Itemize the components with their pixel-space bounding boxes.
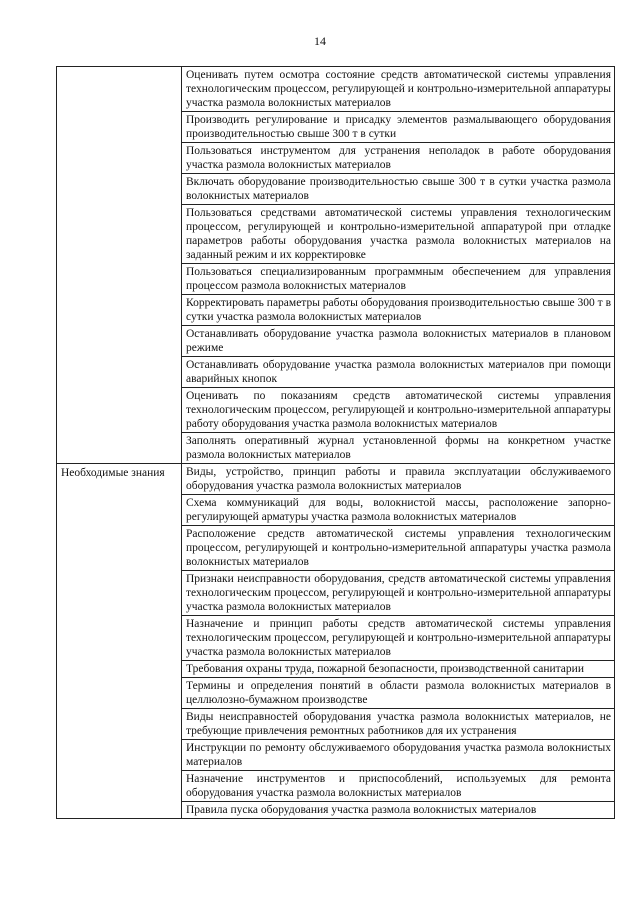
requirement-cell: Назначение инструментов и приспособлений, используемых для ремонта оборудования участка размола волокнистых материалов <box>182 771 615 802</box>
requirement-cell: Схема коммуникаций для воды, волокнистой массы, расположение запорно-регулирующей арматуры участка размола волокнистых материалов <box>182 495 615 526</box>
page-number: 14 <box>314 34 326 48</box>
requirement-cell: Оценивать путем осмотра состояние средств автоматической системы управления технологическим процессом, регулирующей и контрольно-измерительной аппаратуры участка размола волокнистых материалов <box>182 67 615 112</box>
requirement-cell: Заполнять оперативный журнал установленной формы на конкретном участке размола волокнистых материалов <box>182 433 615 464</box>
requirement-cell: Включать оборудование производительностью свыше 300 т в сутки участка размола волокнистых материалов <box>182 174 615 205</box>
requirement-cell: Требования охраны труда, пожарной безопасности, производственной санитарии <box>182 661 615 678</box>
requirement-cell: Пользоваться инструментом для устранения неполадок в работе оборудования участка размола волокнистых материалов <box>182 143 615 174</box>
requirement-cell: Останавливать оборудование участка размола волокнистых материалов в плановом режиме <box>182 326 615 357</box>
requirement-cell: Останавливать оборудование участка размола волокнистых материалов при помощи аварийных кнопок <box>182 357 615 388</box>
competency-table <box>56 66 615 819</box>
requirement-cell: Оценивать по показаниям средств автоматической системы управления технологическим процессом, регулирующей и контрольно-измерительной аппаратуры работу оборудования участка размола волокнистых материалов <box>182 388 615 433</box>
table-row <box>57 464 615 495</box>
requirement-cell: Производить регулирование и присадку элементов размалывающего оборудования производительностью свыше 300 т в сутки <box>182 112 615 143</box>
requirement-cell: Инструкции по ремонту обслуживаемого оборудования участка размола волокнистых материалов <box>182 740 615 771</box>
category-cell <box>57 67 182 464</box>
requirement-cell: Пользоваться специализированным программным обеспечением для управления процессом размола волокнистых материалов <box>182 264 615 295</box>
requirement-cell: Виды, устройство, принцип работы и правила эксплуатации обслуживаемого оборудования участка размола волокнистых материалов <box>182 464 615 495</box>
table-body <box>57 67 615 819</box>
table-row <box>57 67 615 112</box>
requirement-cell: Термины и определения понятий в области размола волокнистых материалов в целлюлозно-бумажном производстве <box>182 678 615 709</box>
category-cell: Необходимые знания <box>57 464 182 819</box>
requirement-cell: Виды неисправностей оборудования участка размола волокнистых материалов, не требующие привлечения ремонтных работников для их устранения <box>182 709 615 740</box>
requirement-cell: Расположение средств автоматической системы управления технологическим процессом, регулирующей и контрольно-измерительной аппаратуры участка размола волокнистых материалов <box>182 526 615 571</box>
requirement-cell: Признаки неисправности оборудования, средств автоматической системы управления технологическим процессом, регулирующей и контрольно-измерительной аппаратуры участка размола волокнистых материалов <box>182 571 615 616</box>
requirement-cell: Пользоваться средствами автоматической системы управления технологическим процессом, регулирующей и контрольно-измерительной аппаратурой при отладке параметров работы оборудования участка размола волокнистых материалов на заданный режим и их корректировке <box>182 205 615 264</box>
requirement-cell: Назначение и принцип работы средств автоматической системы управления технологическим процессом, регулирующей и контрольно-измерительной аппаратуры участка размола волокнистых материалов <box>182 616 615 661</box>
requirement-cell: Корректировать параметры работы оборудования производительностью свыше 300 т в сутки участка размола волокнистых материалов <box>182 295 615 326</box>
requirement-cell: Правила пуска оборудования участка размола волокнистых материалов <box>182 802 615 819</box>
